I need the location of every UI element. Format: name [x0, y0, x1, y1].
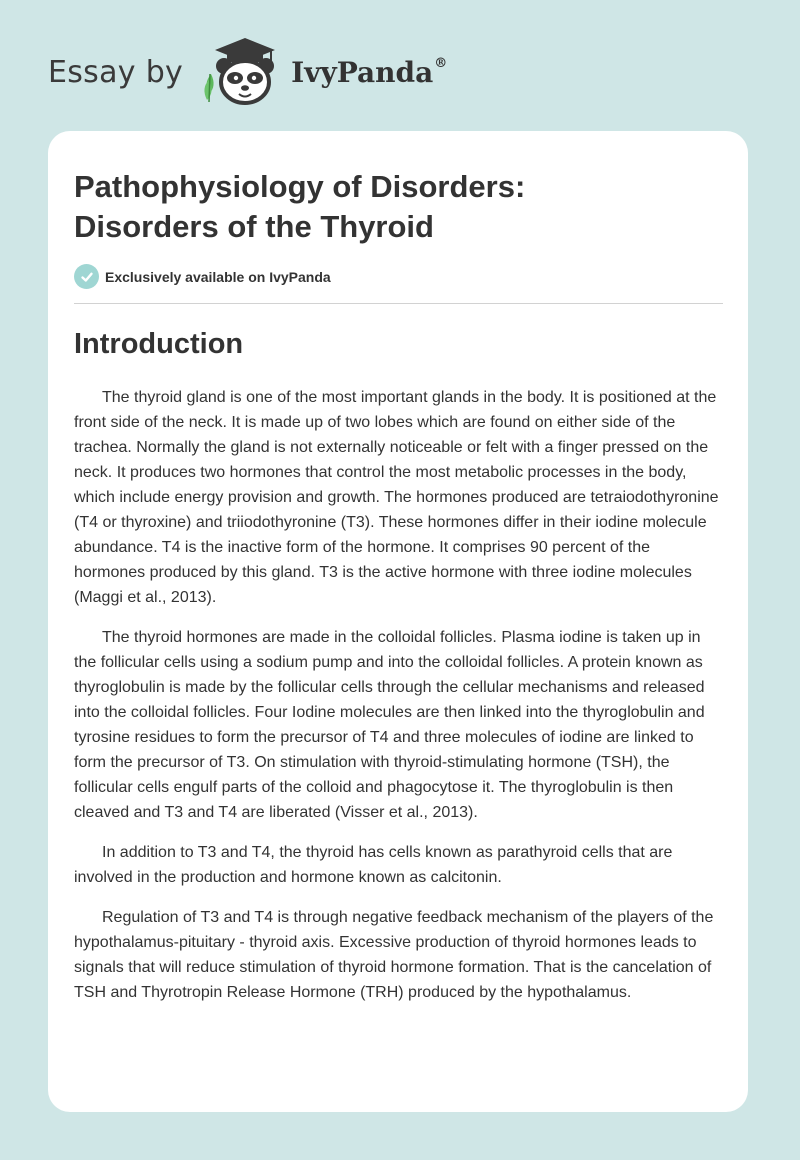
exclusive-label: Exclusively available on IvyPanda — [105, 268, 331, 285]
essay-by-label: Essay by — [48, 54, 184, 90]
paragraph: The thyroid hormones are made in the colloidal follicles. Plasma iodine is taken up in the follicular cells using a sodium pump and into the colloidal follicles. A protein known as thyroglobulin is made by the follicular cells through the cellular mechanisms and released into the colloidal follicles. Four Iodine molecules are then linked into the thyroglobulin and tyrosine residues to form the precursor of T4 and three molecules of iodine are linked to form the precursor of T3. On stimulation with thyroid-stimulating hormone (TSH), the follicular cells engulf parts of the colloid and phagocytose it. The thyroglobulin is then cleaved and T3 and T4 are liberated (Visser et al., 2013). — [74, 629, 705, 821]
title-line-1: Pathophysiology of Disorders: — [74, 169, 526, 204]
paragraph: The thyroid gland is one of the most important glands in the body. It is positioned at the front side of the neck. It is made up of two lobes which are found on either side of the trachea. Normally the gland is not externally noticeable or felt with a finger pressed on the neck. It produces two hormones that control the most metabolic processes in the body, which include energy provision and growth. The hormones produced are tetraiodothyronine (T4 or thyroxine) and triiodothyronine (T3). These hormones differ in their iodine molecule abundance. T4 is the inactive form of the hormone. It comprises 90 percent of the hormones produced by this gland. T3 is the active hormone with three iodine molecules (Maggi et al., 2013). — [74, 389, 719, 606]
page-title — [74, 167, 714, 247]
trademark-symbol: ® — [434, 56, 448, 72]
paragraph: In addition to T3 and T4, the thyroid has cells known as parathyroid cells that are involved in the production and hormone known as calcitonin. — [74, 844, 673, 886]
site-header — [48, 32, 447, 112]
check-icon — [74, 264, 99, 289]
ivypanda-logo-icon[interactable] — [197, 30, 289, 110]
divider — [74, 303, 723, 304]
essay-body — [74, 385, 724, 1020]
essay-card — [48, 131, 748, 1112]
exclusive-badge — [74, 264, 331, 289]
paragraph: Regulation of T3 and T4 is through negative feedback mechanism of the players of the hypothalamus-pituitary - thyroid axis. Excessive production of thyroid hormones leads to signals that will reduce stimulation of thyroid hormone formation. That is the cancelation of TSH and Thyrotropin Release Hormone (TRH) produced by the hypothalamus. — [74, 909, 714, 1001]
section-heading: Introduction — [74, 328, 244, 360]
brand-name[interactable]: IvyPanda® — [291, 55, 448, 89]
title-line-2: Disorders of the Thyroid — [74, 209, 434, 244]
